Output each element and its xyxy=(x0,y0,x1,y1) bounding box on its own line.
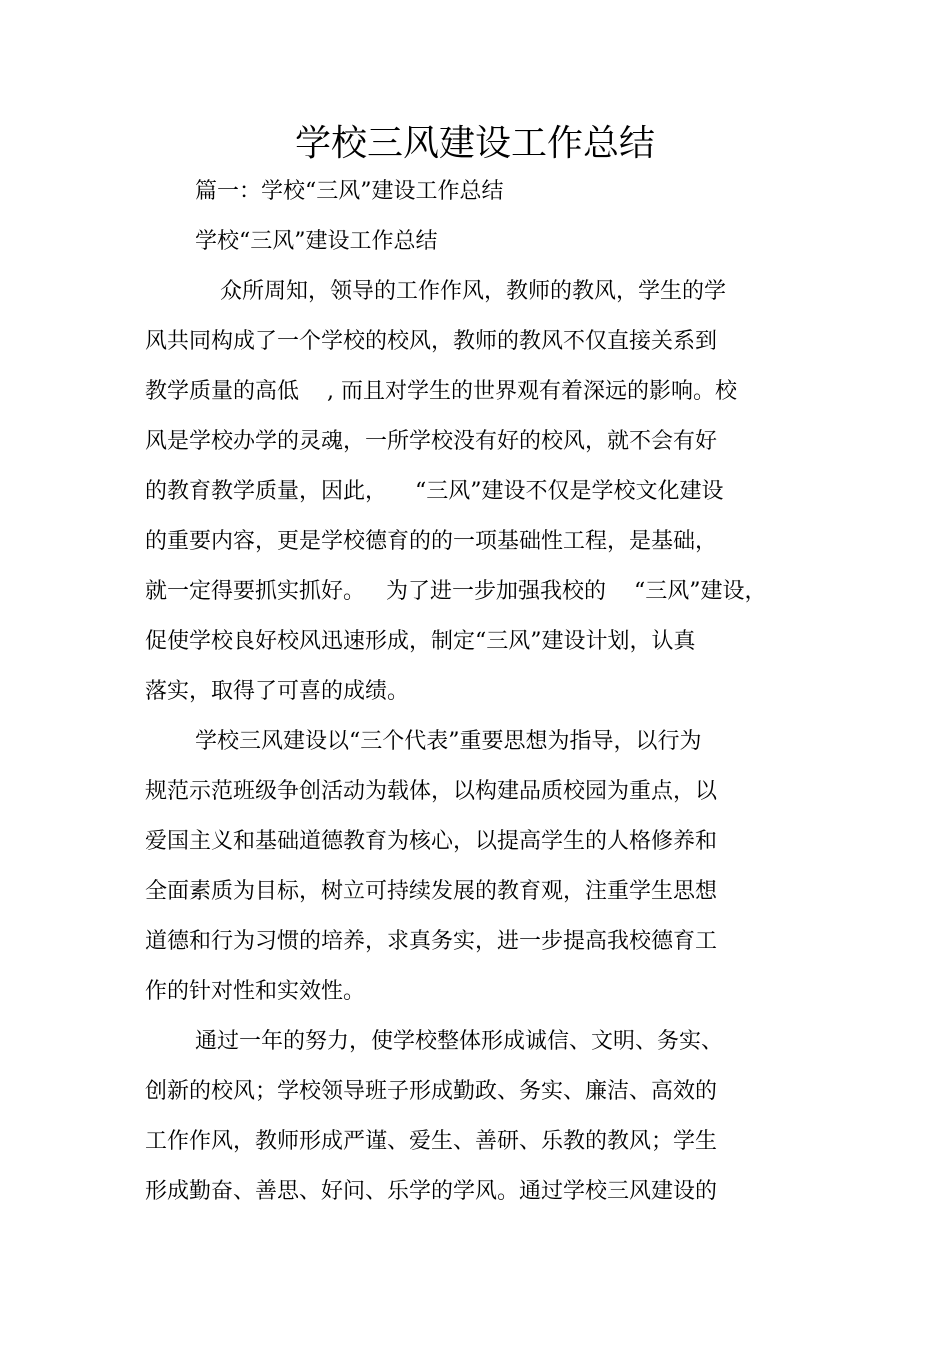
paragraph-line: 的重要内容，更是学校德育的的一项基础性工程，是基础， xyxy=(145,529,718,554)
paragraph-line: 众所周知，领导的工作作风，教师的教风，学生的学 xyxy=(220,279,727,304)
paragraph-line: 爱国主义和基础道德教育为核心，以提高学生的人格修养和 xyxy=(145,829,718,854)
paragraph-line: 学校三风建设以“三个代表”重要思想为指导，以行为 xyxy=(195,729,702,754)
document-subtitle: 篇一：学校“三风”建设工作总结 xyxy=(195,179,504,204)
paragraph-line: 教学质量的高低 , 而且对学生的世界观有着深远的影响。校 xyxy=(145,379,737,404)
paragraph-line: 规范示范班级争创活动为载体，以构建品质校园为重点，以 xyxy=(145,779,718,804)
document-title: 学校三风建设工作总结 xyxy=(294,123,655,164)
paragraph-line: 落实，取得了可喜的成绩。 xyxy=(145,679,410,704)
paragraph-line: 风共同构成了一个学校的校风，教师的教风不仅直接关系到 xyxy=(145,329,718,354)
section-heading: 学校“三风”建设工作总结 xyxy=(195,229,438,254)
paragraph-line: 促使学校良好校风迅速形成，制定“三风”建设计划，认真 xyxy=(145,629,696,654)
paragraph-line: 风是学校办学的灵魂，一所学校没有好的校风，就不会有好 xyxy=(145,429,718,454)
paragraph-line: 的教育教学质量，因此， “三风”建设不仅是学校文化建设 xyxy=(145,479,724,504)
paragraph-line: 工作作风，教师形成严谨、爱生、善研、乐教的教风；学生 xyxy=(145,1129,718,1154)
paragraph-line: 通过一年的努力，使学校整体形成诚信、文明、务实、 xyxy=(195,1029,724,1054)
paragraph-line: 就一定得要抓实抓好。 为了进一步加强我校的 “三风”建设， xyxy=(145,579,767,604)
paragraph-line: 创新的校风；学校领导班子形成勤政、务实、廉洁、高效的 xyxy=(145,1079,718,1104)
paragraph-line: 作的针对性和实效性。 xyxy=(145,979,366,1004)
paragraph-line: 全面素质为目标，树立可持续发展的教育观，注重学生思想 xyxy=(145,879,718,904)
paragraph-line: 形成勤奋、善思、好问、乐学的学风。通过学校三风建设的 xyxy=(145,1179,718,1204)
paragraph-line: 道德和行为习惯的培养，求真务实，进一步提高我校德育工 xyxy=(145,929,718,954)
